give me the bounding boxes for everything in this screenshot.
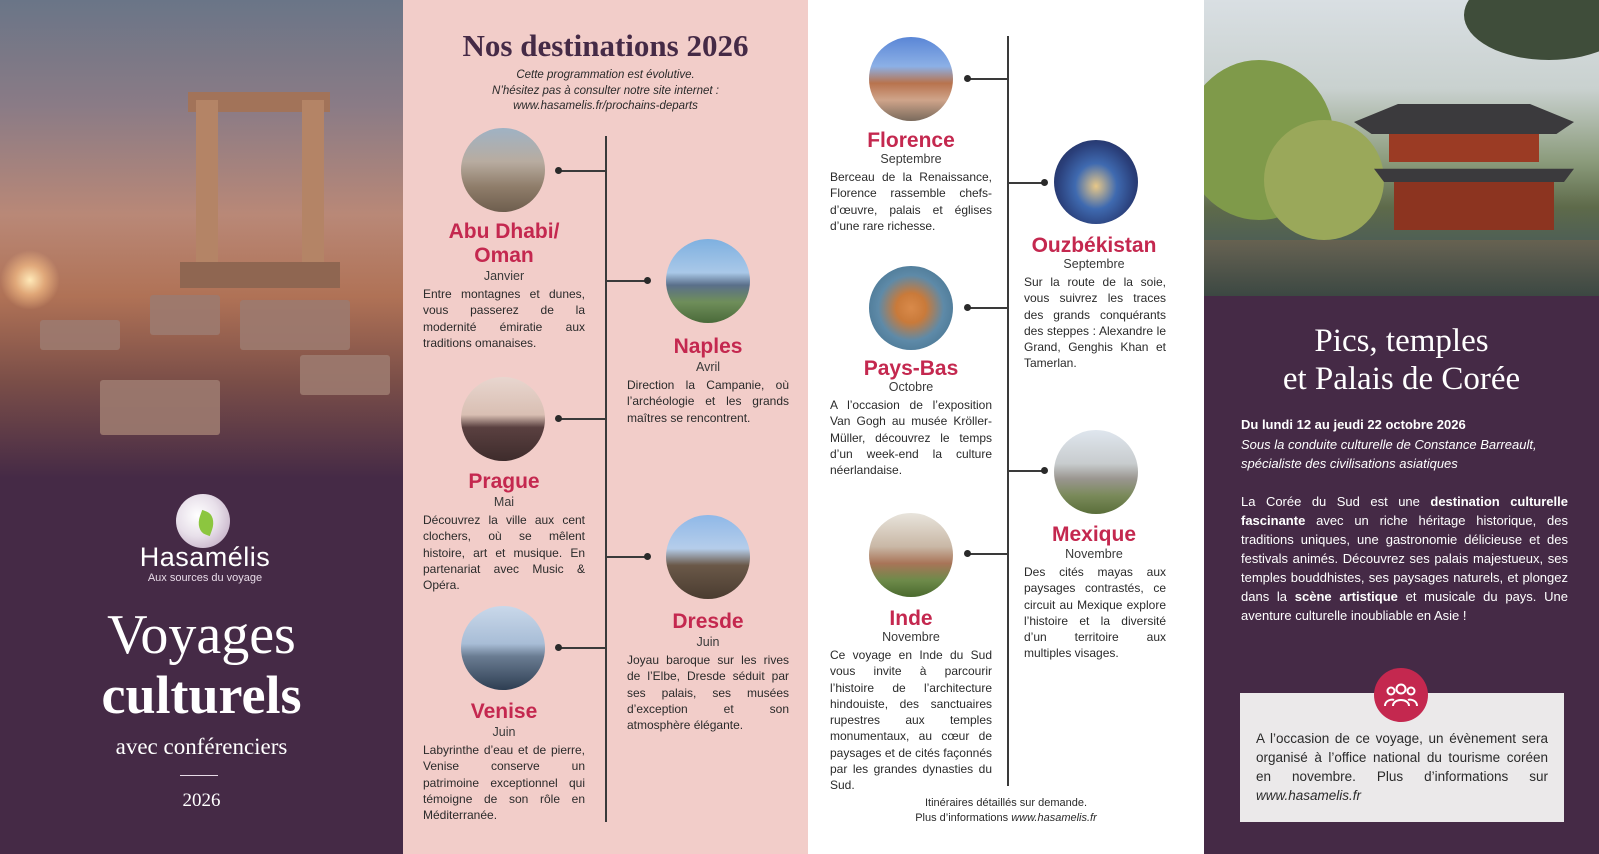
timeline-line: [605, 136, 607, 822]
destination-month: Juin: [492, 725, 516, 739]
destination-month: Novembre: [1065, 547, 1123, 561]
brand-name: Hasamélis: [139, 542, 271, 572]
destination-photo: [666, 515, 750, 599]
destination-description: Entre montagnes et dunes, vous passerez de la modernité émiratie aux traditions omanaises.: [423, 287, 585, 350]
destination-month: Avril: [695, 360, 721, 374]
website-link[interactable]: www.hasamelis.fr/prochains-departs: [513, 100, 698, 112]
destination-description: Berceau de la Renaissance, Florence rassemble chefs-d’œuvre, palais et églises d’une rare richesse.: [830, 170, 992, 233]
divider: [180, 775, 218, 776]
destination-name: Mexique: [1051, 523, 1137, 546]
timeline-line: [1007, 36, 1009, 786]
destination-month: Mai: [493, 495, 515, 509]
destinations-panel-right: [808, 0, 1204, 854]
cover-title-line1: Voyages: [107, 604, 296, 666]
destination-name: Inde: [889, 607, 933, 630]
destination-photo: [666, 239, 750, 323]
cover-title-line2: culturels: [101, 665, 302, 725]
destination-description: Des cités mayas aux paysages contrastés, ce circuit au Mexique explore l’histoire et la diversité d’un territoire aux multiples visages.: [1024, 565, 1166, 661]
destination-name: Ouzbékistan: [1031, 234, 1157, 257]
trip-guide: Sous la conduite culturelle de Constance Barreault, spécialiste des civilisations asiatiques: [1241, 437, 1537, 471]
destination-photo: [869, 37, 953, 121]
page-title: Nos destinations 2026: [462, 28, 749, 63]
destination-photo: [1054, 430, 1138, 514]
website-link[interactable]: www.hasamelis.fr: [1011, 812, 1097, 824]
destination-name: Dresde: [672, 610, 744, 633]
destination-month: Octobre: [888, 380, 934, 394]
destination-description: Labyrinthe d’eau et de pierre, Venise conserve un patrimoine exceptionnel qui témoigne de son rôle en Méditerranée.: [423, 743, 585, 823]
destination-name: Florence: [867, 129, 955, 152]
sunset-sun: [0, 250, 60, 310]
destination-description: A l’occasion de l’exposition Van Gogh au musée Kröller-Müller, découvrez le temps d’un week-end la culture néerlandaise.: [830, 398, 992, 478]
destination-photo: [461, 377, 545, 461]
destination-month: Novembre: [882, 630, 940, 644]
event-text: A l’occasion de ce voyage, un évènement sera organisé à l’office national du tourisme coréen en novembre. Plus d’informations sur www.hasamelis.fr: [1256, 731, 1548, 803]
destination-photo: [1054, 140, 1138, 224]
cover-title-line3: avec conférenciers: [115, 734, 288, 759]
naxos-portara-photo: [0, 0, 403, 478]
destination-name: Abu Dhabi/ Oman: [448, 220, 560, 267]
destination-month: Juin: [696, 635, 720, 649]
destination-description: Ce voyage en Inde du Sud vous invite à parcourir l’histoire de l’architecture hindouiste, des sanctuaires rupestres aux temples monumentaux, au cœur de paysages et de cités façonnés par les grandes dynasties du Sud.: [830, 648, 992, 793]
destination-description: Joyau baroque sur les rives de l’Elbe, Dresde séduit par ses palais, ses musées d’exception et son atmosphère élégante.: [627, 653, 789, 733]
destination-description: Découvrez la ville aux cent clochers, où se mêlent histoire, art et musique. En partenariat avec Music & Opéra.: [423, 513, 585, 593]
korean-temple-photo: [1204, 0, 1599, 296]
destination-name: Naples: [673, 335, 743, 358]
korea-title: Pics, temples et Palais de Corée: [1282, 323, 1521, 397]
destinations-panel-left: [403, 0, 808, 854]
group-icon: [1374, 668, 1428, 722]
destination-photo: [869, 513, 953, 597]
cover-year: 2026: [182, 790, 221, 811]
trip-description: La Corée du Sud est une destination culturelle fascinante avec un riche héritage historique, des traditions uniques, une gastronomie délicieuse et des festivals animés. Découvrez ses palais majestueux, ses temples bouddhistes, ses paysages naturels, et plongez dans la scène artistique et musicale du pays. Une aventure culturelle inoubliable en Asie !: [1241, 494, 1568, 623]
destination-month: Janvier: [483, 269, 525, 283]
destination-photo: [461, 128, 545, 212]
destination-description: Sur la route de la soie, vous suivrez les traces des grands conquérants des steppes : Alexandre le Grand, Genghis Khan et Tamerlan.: [1024, 275, 1166, 371]
hasamelis-logo-icon: [176, 494, 230, 548]
destination-month: Septembre: [880, 152, 942, 166]
destination-month: Septembre: [1063, 257, 1125, 271]
destination-name: Venise: [470, 700, 538, 723]
destination-description: Direction la Campanie, où l’archéologie et les grands maîtres se rencontrent.: [627, 378, 789, 425]
trip-dates: Du lundi 12 au jeudi 22 octobre 2026: [1241, 417, 1466, 432]
destination-photo: [461, 606, 545, 690]
destination-photo: [869, 266, 953, 350]
brand-tagline: Aux sources du voyage: [147, 572, 263, 584]
footnote: Itinéraires détaillés sur demande. Plus d’informations www.hasamelis.fr: [915, 797, 1097, 824]
destination-name: Pays-Bas: [863, 357, 959, 380]
destination-name: Prague: [468, 470, 540, 493]
korea-panel: [1204, 0, 1599, 854]
website-link[interactable]: www.hasamelis.fr: [1256, 788, 1362, 803]
cover-panel: [0, 0, 403, 854]
intro-text: Cette programmation est évolutive. N’hésitez pas à consulter notre site internet : www.hasamelis.fr/prochains-departs: [403, 68, 808, 115]
